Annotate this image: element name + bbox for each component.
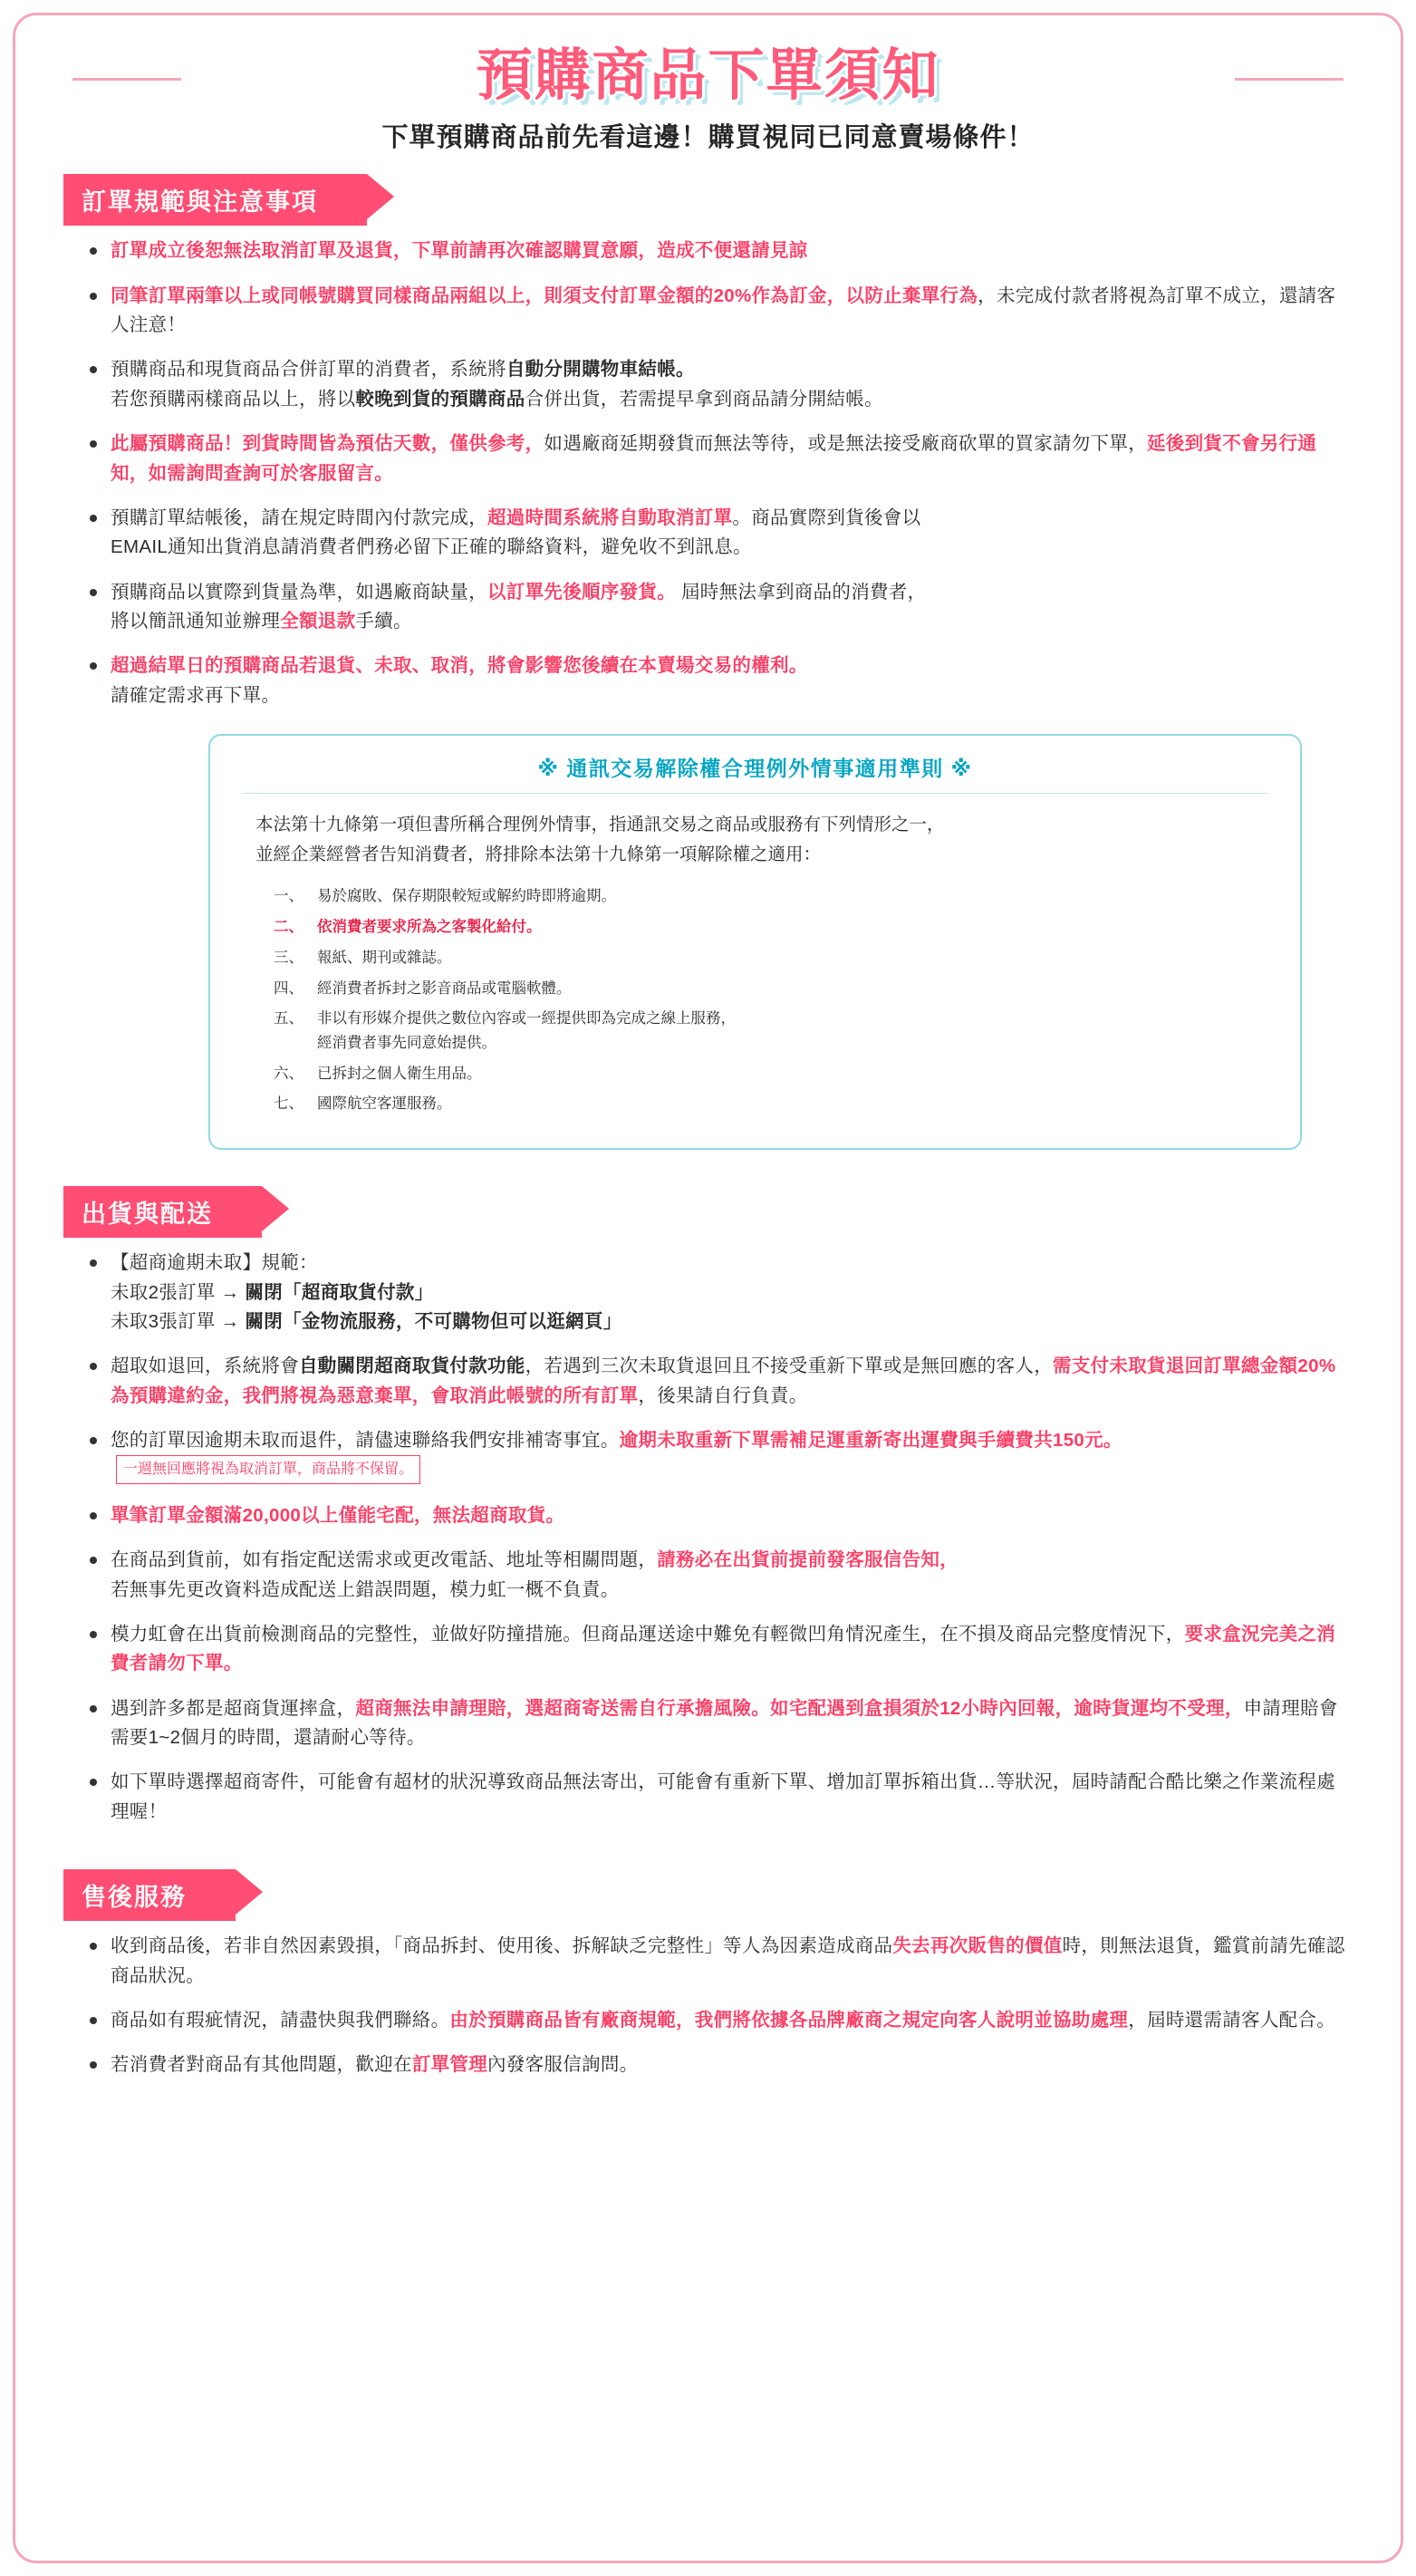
page-header — [63, 38, 1353, 154]
shipping-rule-text: ，若遇到三次未取貨退回且不接受重新下單或是無回應的客人， — [525, 1356, 1054, 1377]
order-rule-text: 將以簡訊通知並辦理 — [111, 611, 281, 632]
law-item-number: 七、 — [274, 1095, 303, 1113]
order-rule-text: 同筆訂單兩筆以上或同帳號購買同樣商品兩組以上，則須支付訂單金額的20%作為訂金，以防止棄單行為 — [111, 285, 978, 306]
order-rule-text: 較晚到貨的預購商品 — [355, 388, 525, 410]
shipping-rule-item — [87, 1768, 1353, 1827]
shipping-rule-text: ，後果請自行負責。 — [638, 1384, 808, 1406]
shipping-rule-text: 未取2張訂單 → — [111, 1281, 246, 1303]
law-item-text: 國際航空客運服務。 — [317, 1095, 452, 1113]
law-item-text: 已拆封之個人衛生用品。 — [317, 1065, 482, 1082]
order-rule-text: 超過結單日的預購商品若退貨、未取、取消，將會影響您後續在本賣場交易的權利。 — [111, 655, 808, 677]
law-list-item — [274, 1062, 1267, 1086]
order-rule-item — [87, 282, 1353, 341]
shipping-rule-text: 單筆訂單金額滿20,000以上僅能宅配，無法超商取貨。 — [111, 1504, 565, 1526]
order-rule-item — [87, 429, 1353, 488]
order-rule-item — [87, 504, 1353, 563]
order-rule-text: 此屬預購商品！到貨時間皆為預估天數，僅供參考， — [111, 433, 544, 455]
law-item-number: 三、 — [274, 949, 303, 966]
shipping-rule-text: 關閉「金物流服務，不可購物但可以逛網頁」 — [245, 1310, 622, 1332]
order-rule-text: 全額退款 — [280, 611, 356, 632]
order-rule-text: 超過時間系統將自動取消訂單 — [487, 507, 733, 528]
law-item-text-cont: 經消費者事先同意始提供。 — [317, 1035, 496, 1052]
aftersales-list — [63, 1932, 1353, 2080]
aftersales-rule-text: 商品如有瑕疵情況，請盡快與我們聯絡。 — [111, 2009, 450, 2031]
law-list-item — [274, 884, 1267, 909]
page-content — [24, 16, 1392, 2123]
shipping-rule-text: 一週無回應將視為取消訂單，商品將不保留。 — [116, 1455, 420, 1483]
shipping-rule-item — [87, 1620, 1353, 1679]
shipping-rule-item — [87, 1249, 1353, 1336]
law-item-number: 五、 — [274, 1010, 303, 1028]
order-rule-text: 預購訂單結帳後，請在規定時間內付款完成， — [111, 507, 487, 528]
order-rule-text: 預購商品和現貨商品合併訂單的消費者，系統將 — [111, 359, 506, 381]
law-exception-box — [208, 734, 1302, 1150]
shipping-rule-text: 【超商逾期未取】規範： — [111, 1252, 318, 1274]
aftersales-rule-text: 內發客服信詢問。 — [487, 2054, 639, 2076]
order-rule-text: ，未完成付款者將視為訂單不成立，還請客人注意！ — [111, 285, 1336, 336]
law-list-item — [274, 1007, 1267, 1055]
order-rule-text: 合併出貨，若需提早拿到商品請分開結帳。 — [525, 388, 883, 410]
order-rule-text: 預購商品以實際到貨量為準，如遇廠商缺量， — [111, 581, 487, 603]
page-title: 預購商品下單須知 — [450, 38, 965, 108]
order-rule-text: 請確定需求再下單。 — [111, 684, 281, 706]
aftersales-rule-text: 若消費者對商品有其他問題，歡迎在 — [111, 2054, 412, 2076]
shipping-rule-item — [87, 1694, 1353, 1753]
aftersales-rule-item — [87, 2050, 1353, 2079]
law-item-text: 報紙、期刊或雜誌。 — [317, 949, 452, 966]
law-list-item — [274, 915, 1267, 940]
law-list-item — [274, 1092, 1267, 1116]
order-rule-item — [87, 578, 1353, 637]
law-list-item — [274, 977, 1267, 1001]
shipping-rule-text: 申請理賠會需要1~2個月的時間，還請耐心等待。 — [111, 1697, 1338, 1749]
shipping-rule-text: 逾期未取重新下單需補足運重新寄出運費與手續費共150元。 — [619, 1430, 1122, 1452]
aftersales-rule-text: 時，則無法退貨，鑑賞前請先確認商品狀況。 — [111, 1935, 1345, 1986]
order-rule-text: EMAIL通知出貨消息請消費者們務必留下正確的聯絡資料，避免收不到訊息。 — [111, 536, 752, 558]
order-rule-item — [87, 651, 1353, 710]
shipping-rule-text: 模力虹會在出貨前檢測商品的完整性，並做好防撞措施。但商品運送途中難免有輕微凹角情況產生，在不損及商品完整度情況下， — [111, 1623, 1185, 1645]
law-item-text: 非以有形媒介提供之數位內容或一經提供即為完成之線上服務， 經消費者事先同意始提供。 — [317, 1007, 736, 1055]
aftersales-rule-item — [87, 1932, 1353, 1991]
law-item-number: 一、 — [274, 888, 303, 905]
law-box-title: ※ 通訊交易解除權合理例外情事適用準則 ※ — [243, 752, 1267, 794]
order-rule-item — [87, 355, 1353, 414]
page-subtitle: 下單預購商品前先看這邊！購買視同已同意賣場條件！ — [381, 123, 1035, 153]
law-lead-line-2: 並經企業經營者告知消費者，將排除本法第十九條第一項解除權之適用： — [255, 844, 822, 865]
order-rule-text: 延後到貨不會另行通知，如需詢問查詢可於客服留言。 — [111, 433, 1317, 484]
order-rule-text: 若您預購兩樣商品以上，將以 — [111, 388, 356, 410]
order-rules-list — [63, 236, 1353, 710]
order-rule-text: 手續。 — [355, 611, 412, 632]
shipping-rule-text: 自動關閉超商取貨付款功能 — [299, 1356, 525, 1377]
section-banner-shipping: 出貨與配送 — [63, 1186, 262, 1238]
aftersales-rule-text: 失去再次販售的價值 — [892, 1935, 1063, 1957]
law-item-number: 二、 — [274, 919, 303, 936]
order-rule-text: 屆時無法拿到商品的消費者， — [676, 581, 927, 603]
law-item-text: 依消費者要求所為之客製化給付。 — [317, 919, 542, 936]
order-rule-text: 以訂單先後順序發貨。 — [487, 581, 676, 603]
order-rule-text: 。商品實際到貨後會以 — [732, 507, 921, 528]
shipping-rule-text: 超取如退回，系統將會 — [111, 1356, 299, 1377]
law-item-number: 六、 — [274, 1065, 303, 1082]
shipping-rule-text: 要求盒況完美之消費者請勿下單。 — [111, 1623, 1336, 1674]
order-rule-text: 自動分開購物車結帳。 — [506, 359, 695, 381]
section-banner-aftersales: 售後服務 — [63, 1869, 236, 1921]
shipping-rule-text: 關閉「超商取貨付款」 — [245, 1281, 434, 1303]
shipping-rule-text: 若無事先更改資料造成配送上錯誤問題，模力虹一概不負責。 — [111, 1578, 620, 1600]
title-decoration-left — [72, 78, 181, 81]
shipping-rule-text: 遇到許多都是超商貨運摔盒， — [111, 1697, 356, 1719]
aftersales-rule-text: 收到商品後，若非自然因素毀損，「商品拆封、使用後、拆解缺乏完整性」等人為因素造成商品 — [111, 1935, 893, 1957]
shipping-rule-item — [87, 1352, 1353, 1411]
law-lead-line-1: 本法第十九條第一項但書所稱合理例外情事，指通訊交易之商品或服務有下列情形之一， — [255, 815, 945, 835]
section-banner-order-rules: 訂單規範與注意事項 — [63, 174, 367, 226]
aftersales-rule-text: 訂單管理 — [411, 2054, 488, 2076]
shipping-rule-item — [87, 1546, 1353, 1605]
aftersales-rule-item — [87, 2006, 1353, 2035]
order-rule-text: 訂單成立後恕無法取消訂單及退貨，下單前請再次確認購買意願，造成不便還請見諒 — [111, 240, 808, 262]
order-rule-text: 如遇廠商延期發貨而無法等待，或是無法接受廠商砍單的買家請勿下單， — [544, 433, 1148, 455]
shipping-rule-text: 超商無法申請理賠，選超商寄送需自行承擔風險。 — [355, 1697, 771, 1719]
aftersales-rule-text: ，屆時還需請客人配合。 — [1128, 2009, 1336, 2031]
law-item-text: 經消費者拆封之影音商品或電腦軟體。 — [317, 979, 572, 997]
shipping-rule-text: 如宅配遇到盒損須於12小時內回報，逾時貨運均不受理， — [770, 1697, 1244, 1719]
order-rule-item — [87, 236, 1353, 265]
law-item-text: 易於腐敗、保存期限較短或解約時即將逾期。 — [317, 888, 616, 905]
shipping-rule-text: 請務必在出貨前提前發客服信告知， — [657, 1549, 959, 1571]
law-list-item — [274, 946, 1267, 970]
law-item-number: 四、 — [274, 979, 303, 997]
shipping-rule-text: 如下單時選擇超商寄件，可能會有超材的狀況導致商品無法寄出，可能會有重新下單、增加訂單拆箱出貨…等狀況，屆時請配合酷比樂之作業流程處理喔！ — [111, 1771, 1335, 1822]
law-box-lead — [255, 810, 1267, 870]
law-exception-list — [243, 884, 1267, 1116]
shipping-rule-text: 需支付未取貨退回訂單總金額20%為預購違約金，我們將視為惡意棄單，會取消此帳號的所有訂單 — [111, 1356, 1336, 1406]
title-decoration-right — [1235, 78, 1344, 81]
aftersales-rule-text: 由於預購商品皆有廠商規範，我們將依據各品牌廠商之規定向客人說明並協助處理 — [449, 2009, 1129, 2031]
shipping-rule-text: 未取3張訂單 → — [111, 1310, 246, 1332]
shipping-rule-item — [87, 1426, 1353, 1486]
shipping-rule-text: 您的訂單因逾期未取而退件，請儘速聯絡我們安排補寄事宜。 — [111, 1430, 620, 1452]
shipping-rule-item — [87, 1501, 1353, 1530]
shipping-list — [63, 1249, 1353, 1827]
shipping-rule-text: 在商品到貨前，如有指定配送需求或更改電話、地址等相關問題， — [111, 1549, 658, 1571]
